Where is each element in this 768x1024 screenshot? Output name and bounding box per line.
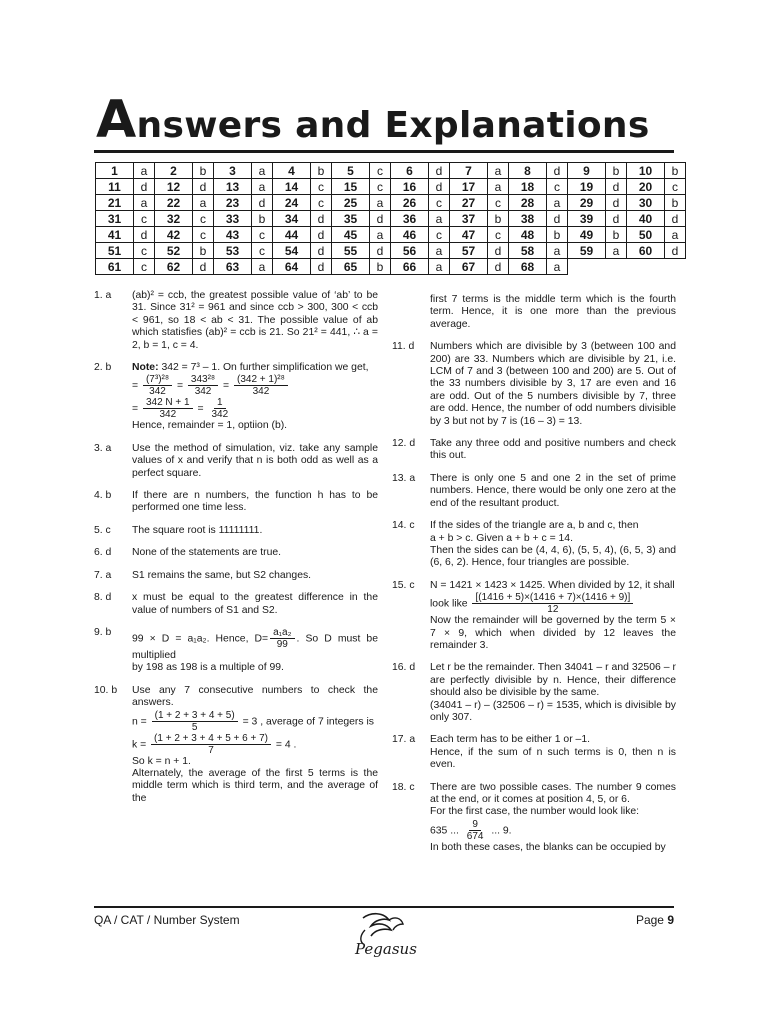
answer-key-answer: c [193, 211, 214, 227]
answer-key-question: 45 [332, 227, 370, 243]
answer-key-question: 66 [391, 259, 429, 275]
answer-key-answer: a [488, 179, 509, 195]
answer-key-answer: b [193, 243, 214, 259]
answer-key-answer: c [488, 227, 509, 243]
answer-key-answer: c [193, 227, 214, 243]
answer-key-question: 35 [332, 211, 370, 227]
answer-key-table [95, 162, 686, 275]
answer-key-question: 23 [214, 195, 252, 211]
answer-2: 2. b Note: 342 = 7³ – 1. On further simplification we get, = $\frac{\text{(7³)²⁸}}{342}$ = $\frac{\text{343²⁸}}{342}$ = $\frac{\text{(342 + 1)²⁸}}{342}$ = $\frac{342 N + 1}{342}$ = $\frac{1}{342}$ Hence, remainder = 1, optiion (b). [94, 362, 378, 433]
answer-16: 16. d Let r be the remainder. Then 34041 – r and 32506 – r are perfectly divisible by n. Hence, their difference should also be divisible by the same. (34041 – r) – (32506 – r) = 1535, which is divisible by only 307. [392, 662, 676, 723]
answer-key-answer: d [606, 195, 627, 211]
footer-page-number: Page 9 [635, 913, 674, 927]
answer-key-answer: d [606, 211, 627, 227]
answer-key-question: 9 [568, 163, 606, 179]
answer-6: 6. d None of the statements are true. [94, 547, 282, 559]
answer-key-question: 53 [214, 243, 252, 259]
answer-key-question: 25 [332, 195, 370, 211]
answer-key-answer: d [311, 227, 332, 243]
answer-key-question: 68 [509, 259, 547, 275]
answer-key-question: 62 [155, 259, 193, 275]
answer-key-answer: c [429, 227, 450, 243]
answer-key-question: 3 [214, 163, 252, 179]
answer-key-answer: d [193, 179, 214, 195]
answer-key-answer: c [134, 211, 155, 227]
answer-12: 12. d Take any three odd and positive numbers and check this out. [392, 438, 676, 462]
answer-key-answer: d [252, 195, 273, 211]
answer-14: 14. c If the sides of the triangle are a, b and c, then a + b > c. Given a + b + c = 14. Then the sides can be (4, 4, 6), (5, 5, 4), (6, 5, 3) and (6, 6, 2). Hence, four triangles are possible. [392, 520, 676, 569]
answer-13: 13. a There is only one 5 and one 2 in the set of prime numbers. Hence, there would be only one zero at the end of the resultant product. [392, 472, 676, 509]
answer-key-question: 19 [568, 179, 606, 195]
answer-key-question: 52 [155, 243, 193, 259]
answer-key-answer: c [311, 195, 332, 211]
answer-11: 11. d Numbers which are divisible by 3 (between 100 and 200) are 33. Numbers which are divisible by 21, i.e. LCM of 7 and 3 (between 100 and 200) are 5. Out of the 33 numbers divisible by 3, 17 are even and 16 are odd. Out of the 5 numbers divisible by 7, three are odd. Hence, the number of odd numbers divisible by 3 but not by 7 is (16 – 3) = 13. [392, 341, 676, 427]
answer-key-answer: b [665, 195, 686, 211]
answer-key-question: 67 [450, 259, 488, 275]
answer-key-question: 47 [450, 227, 488, 243]
answer-key-question: 31 [96, 211, 134, 227]
footer-course: QA / CAT / Number System [94, 913, 240, 927]
answer-9: 9. b 99 × D = a₁a₂. Hence, D= $\frac{\text{a₁a₂}}{99}$ . So D must be multiplied by 198 as 198 is a multiple of 99. [94, 626, 378, 674]
answer-key-question: 54 [273, 243, 311, 259]
answer-key-answer: c [547, 179, 568, 195]
answer-key-question: 30 [627, 195, 665, 211]
answer-key-question: 34 [273, 211, 311, 227]
answer-key-answer: b [193, 163, 214, 179]
answer-key-row [96, 259, 686, 275]
answer-key-question: 33 [214, 211, 252, 227]
answer-key-question: 1 [96, 163, 134, 179]
answer-8: 8. d x must be equal to the greatest difference in the value of numbers of S1 and S2. [94, 592, 378, 616]
answer-key-question: 2 [155, 163, 193, 179]
answer-10-continued: first 7 terms is the middle term which is the fourth term. Hence, it is one more than the previous average. [430, 294, 676, 330]
answer-key-answer: d [311, 211, 332, 227]
answer-key-answer: b [606, 163, 627, 179]
title-rule [94, 150, 674, 153]
answer-key-answer: d [488, 243, 509, 259]
title-first-letter: A [96, 90, 137, 150]
answer-key-question [627, 259, 665, 275]
answer-key-answer: c [370, 179, 391, 195]
answer-key-question: 60 [627, 243, 665, 259]
answer-key-question: 36 [391, 211, 429, 227]
equation-2b: = $\frac{342 N + 1}{342}$ = $\frac{1}{342}$ [132, 397, 229, 421]
answer-key-answer: a [193, 195, 214, 211]
answer-key-answer: c [252, 243, 273, 259]
pegasus-logo-icon [345, 910, 425, 958]
answer-key-question: 17 [450, 179, 488, 195]
answer-key-answer: b [252, 211, 273, 227]
answer-key-question: 11 [96, 179, 134, 195]
answer-key-answer: d [547, 211, 568, 227]
answer-key-question: 32 [155, 211, 193, 227]
answer-key-answer: a [429, 211, 450, 227]
answer-key-question: 48 [509, 227, 547, 243]
answer-key-answer: a [370, 195, 391, 211]
answer-key-answer: d [134, 227, 155, 243]
answer-key-question: 43 [214, 227, 252, 243]
answer-key-question: 42 [155, 227, 193, 243]
answer-key-question: 18 [509, 179, 547, 195]
answer-key-question: 58 [509, 243, 547, 259]
answer-key-answer: b [665, 163, 686, 179]
answer-key-answer: d [429, 179, 450, 195]
answer-key-answer: c [311, 179, 332, 195]
answer-key-question: 38 [509, 211, 547, 227]
answer-key-question: 63 [214, 259, 252, 275]
answer-key-question: 16 [391, 179, 429, 195]
answer-key-answer: a [370, 227, 391, 243]
answer-key-answer [606, 259, 627, 275]
answer-key-answer: b [311, 163, 332, 179]
title-rest: nswers and Explanations [136, 105, 650, 146]
answer-key-answer: a [665, 227, 686, 243]
answer-key-question: 64 [273, 259, 311, 275]
answer-key-question: 40 [627, 211, 665, 227]
answer-key-answer: c [429, 195, 450, 211]
answer-key-answer: a [252, 179, 273, 195]
answer-key-question: 14 [273, 179, 311, 195]
answer-key-question: 24 [273, 195, 311, 211]
answer-key-question [568, 259, 606, 275]
answer-key-answer: d [370, 243, 391, 259]
answer-key-question: 4 [273, 163, 311, 179]
answer-key-answer: a [488, 163, 509, 179]
answer-3: 3. a Use the method of simulation, viz. take any sample values of x and verify that n is both odd as well as a perfect square. [94, 442, 378, 479]
answer-key-question: 27 [450, 195, 488, 211]
answer-key-answer: a [134, 163, 155, 179]
answer-key-answer: d [193, 259, 214, 275]
answer-key-question: 10 [627, 163, 665, 179]
answer-key-answer: a [134, 195, 155, 211]
answer-key-question: 13 [214, 179, 252, 195]
answer-key-answer: a [547, 195, 568, 211]
answer-key-answer: d [488, 259, 509, 275]
answer-key-answer: d [134, 179, 155, 195]
answer-key-question: 65 [332, 259, 370, 275]
answer-key-answer: d [311, 243, 332, 259]
answer-key-question: 29 [568, 195, 606, 211]
answer-key-answer: a [252, 163, 273, 179]
answer-key-question: 41 [96, 227, 134, 243]
answer-key-answer: c [370, 163, 391, 179]
answer-key-question: 61 [96, 259, 134, 275]
answer-key-answer: d [370, 211, 391, 227]
answer-key-answer: a [606, 243, 627, 259]
answer-key-question: 15 [332, 179, 370, 195]
answer-key-question: 20 [627, 179, 665, 195]
answer-7: 7. a S1 remains the same, but S2 changes. [94, 569, 312, 581]
answer-key-answer: d [547, 163, 568, 179]
answer-key-answer: d [665, 211, 686, 227]
answer-key-row [96, 195, 686, 211]
answer-key-question: 28 [509, 195, 547, 211]
answer-key-answer: b [547, 227, 568, 243]
answer-key-question: 50 [627, 227, 665, 243]
page-title [96, 90, 650, 150]
answer-key-answer: c [134, 243, 155, 259]
svg-text:Pegasus: Pegasus [355, 940, 417, 958]
answer-key-answer: a [429, 259, 450, 275]
answer-key-question: 37 [450, 211, 488, 227]
footer-rule [94, 906, 674, 908]
answer-key-row [96, 179, 686, 195]
answer-key-question: 6 [391, 163, 429, 179]
answer-key-question: 26 [391, 195, 429, 211]
answer-key-answer: d [429, 163, 450, 179]
answer-key-answer: c [488, 195, 509, 211]
answer-key-answer: d [311, 259, 332, 275]
answer-1: 1. a (ab)² = ccb, the greatest possible value of ‘ab’ to be 31. Since 31² = 961 and since ccb > 300, 300 < ccb < 961, so 18 < ab < 31. The possible value of ab which statisfies (ab)² = ccb is 21. So 21² = 441, ∴ a = 2, b = 1, c = 4. [94, 290, 378, 351]
answer-key-row [96, 163, 686, 179]
answer-key-question: 7 [450, 163, 488, 179]
answer-key-row [96, 211, 686, 227]
answer-key-question: 5 [332, 163, 370, 179]
answer-key-question: 59 [568, 243, 606, 259]
answer-key-answer [665, 259, 686, 275]
answer-key-answer: b [606, 227, 627, 243]
answer-4: 4. b If there are n numbers, the function h has to be performed one time less. [94, 490, 378, 514]
answer-key-answer: a [429, 243, 450, 259]
answer-10: 10. b Use any 7 consecutive numbers to check the answers. n = $\frac{(1 + 2 + 3 + 4 + 5)}{5}$ = 3 , average of 7 integers is k = $\frac{(1 + 2 + 3 + 4 + 5 + 6 + 7)}{7}$ = 4 . So k = n + 1. Alternately, the average of the first 5 terms is the middle term which is third term, and the average of the [94, 684, 378, 804]
answer-18: 18. c There are two possible cases. The number 9 comes at the end, or it comes at position 4, 5, or 6. For the first case, the number would look like: 635 ... $\frac{9}{674}$ ... 9. In both these cases, the blanks can be occupied by [392, 781, 676, 853]
answer-key-row [96, 227, 686, 243]
answer-key-question: 22 [155, 195, 193, 211]
answer-key-row [96, 243, 686, 259]
answer-15: 15. c N = 1421 × 1423 × 1425. When divided by 12, it shall look like $\frac{[(1416 + 5)\times(1416 + 7)\times(1416 + 9)]}{12}$ Now the remainder will be governed by the term 5 × 7 × 9, which when divided by 12 leaves the remainder 3. [392, 579, 676, 651]
answer-key-answer: a [547, 259, 568, 275]
answer-key-question: 51 [96, 243, 134, 259]
answer-key-answer: c [134, 259, 155, 275]
answer-key-answer: d [606, 179, 627, 195]
answer-key-question: 49 [568, 227, 606, 243]
answer-key-answer: a [252, 259, 273, 275]
left-column [94, 290, 378, 815]
answer-17: 17. a Each term has to be either 1 or –1. Hence, if the sum of n such terms is 0, then n is even. [392, 734, 676, 771]
answer-key-answer: b [370, 259, 391, 275]
answer-5: 5. c The square root is 11111111. [94, 524, 263, 536]
answer-key-question: 8 [509, 163, 547, 179]
answer-key-question: 21 [96, 195, 134, 211]
answer-key-question: 57 [450, 243, 488, 259]
answer-key-question: 44 [273, 227, 311, 243]
answer-key-answer: d [665, 243, 686, 259]
answer-key-answer: a [547, 243, 568, 259]
answer-key-answer: b [488, 211, 509, 227]
answer-key-answer: c [665, 179, 686, 195]
answer-key-question: 39 [568, 211, 606, 227]
equation-2a: = $\frac{\text{(7³)²⁸}}{342}$ = $\frac{\text{343²⁸}}{342}$ = $\frac{\text{(342 + 1)²⁸}}{342}$ [132, 374, 378, 397]
answer-key-answer: c [252, 227, 273, 243]
right-column [392, 294, 676, 864]
answer-key-question: 12 [155, 179, 193, 195]
answer-key-question: 56 [391, 243, 429, 259]
answer-key-question: 55 [332, 243, 370, 259]
answer-key-question: 46 [391, 227, 429, 243]
